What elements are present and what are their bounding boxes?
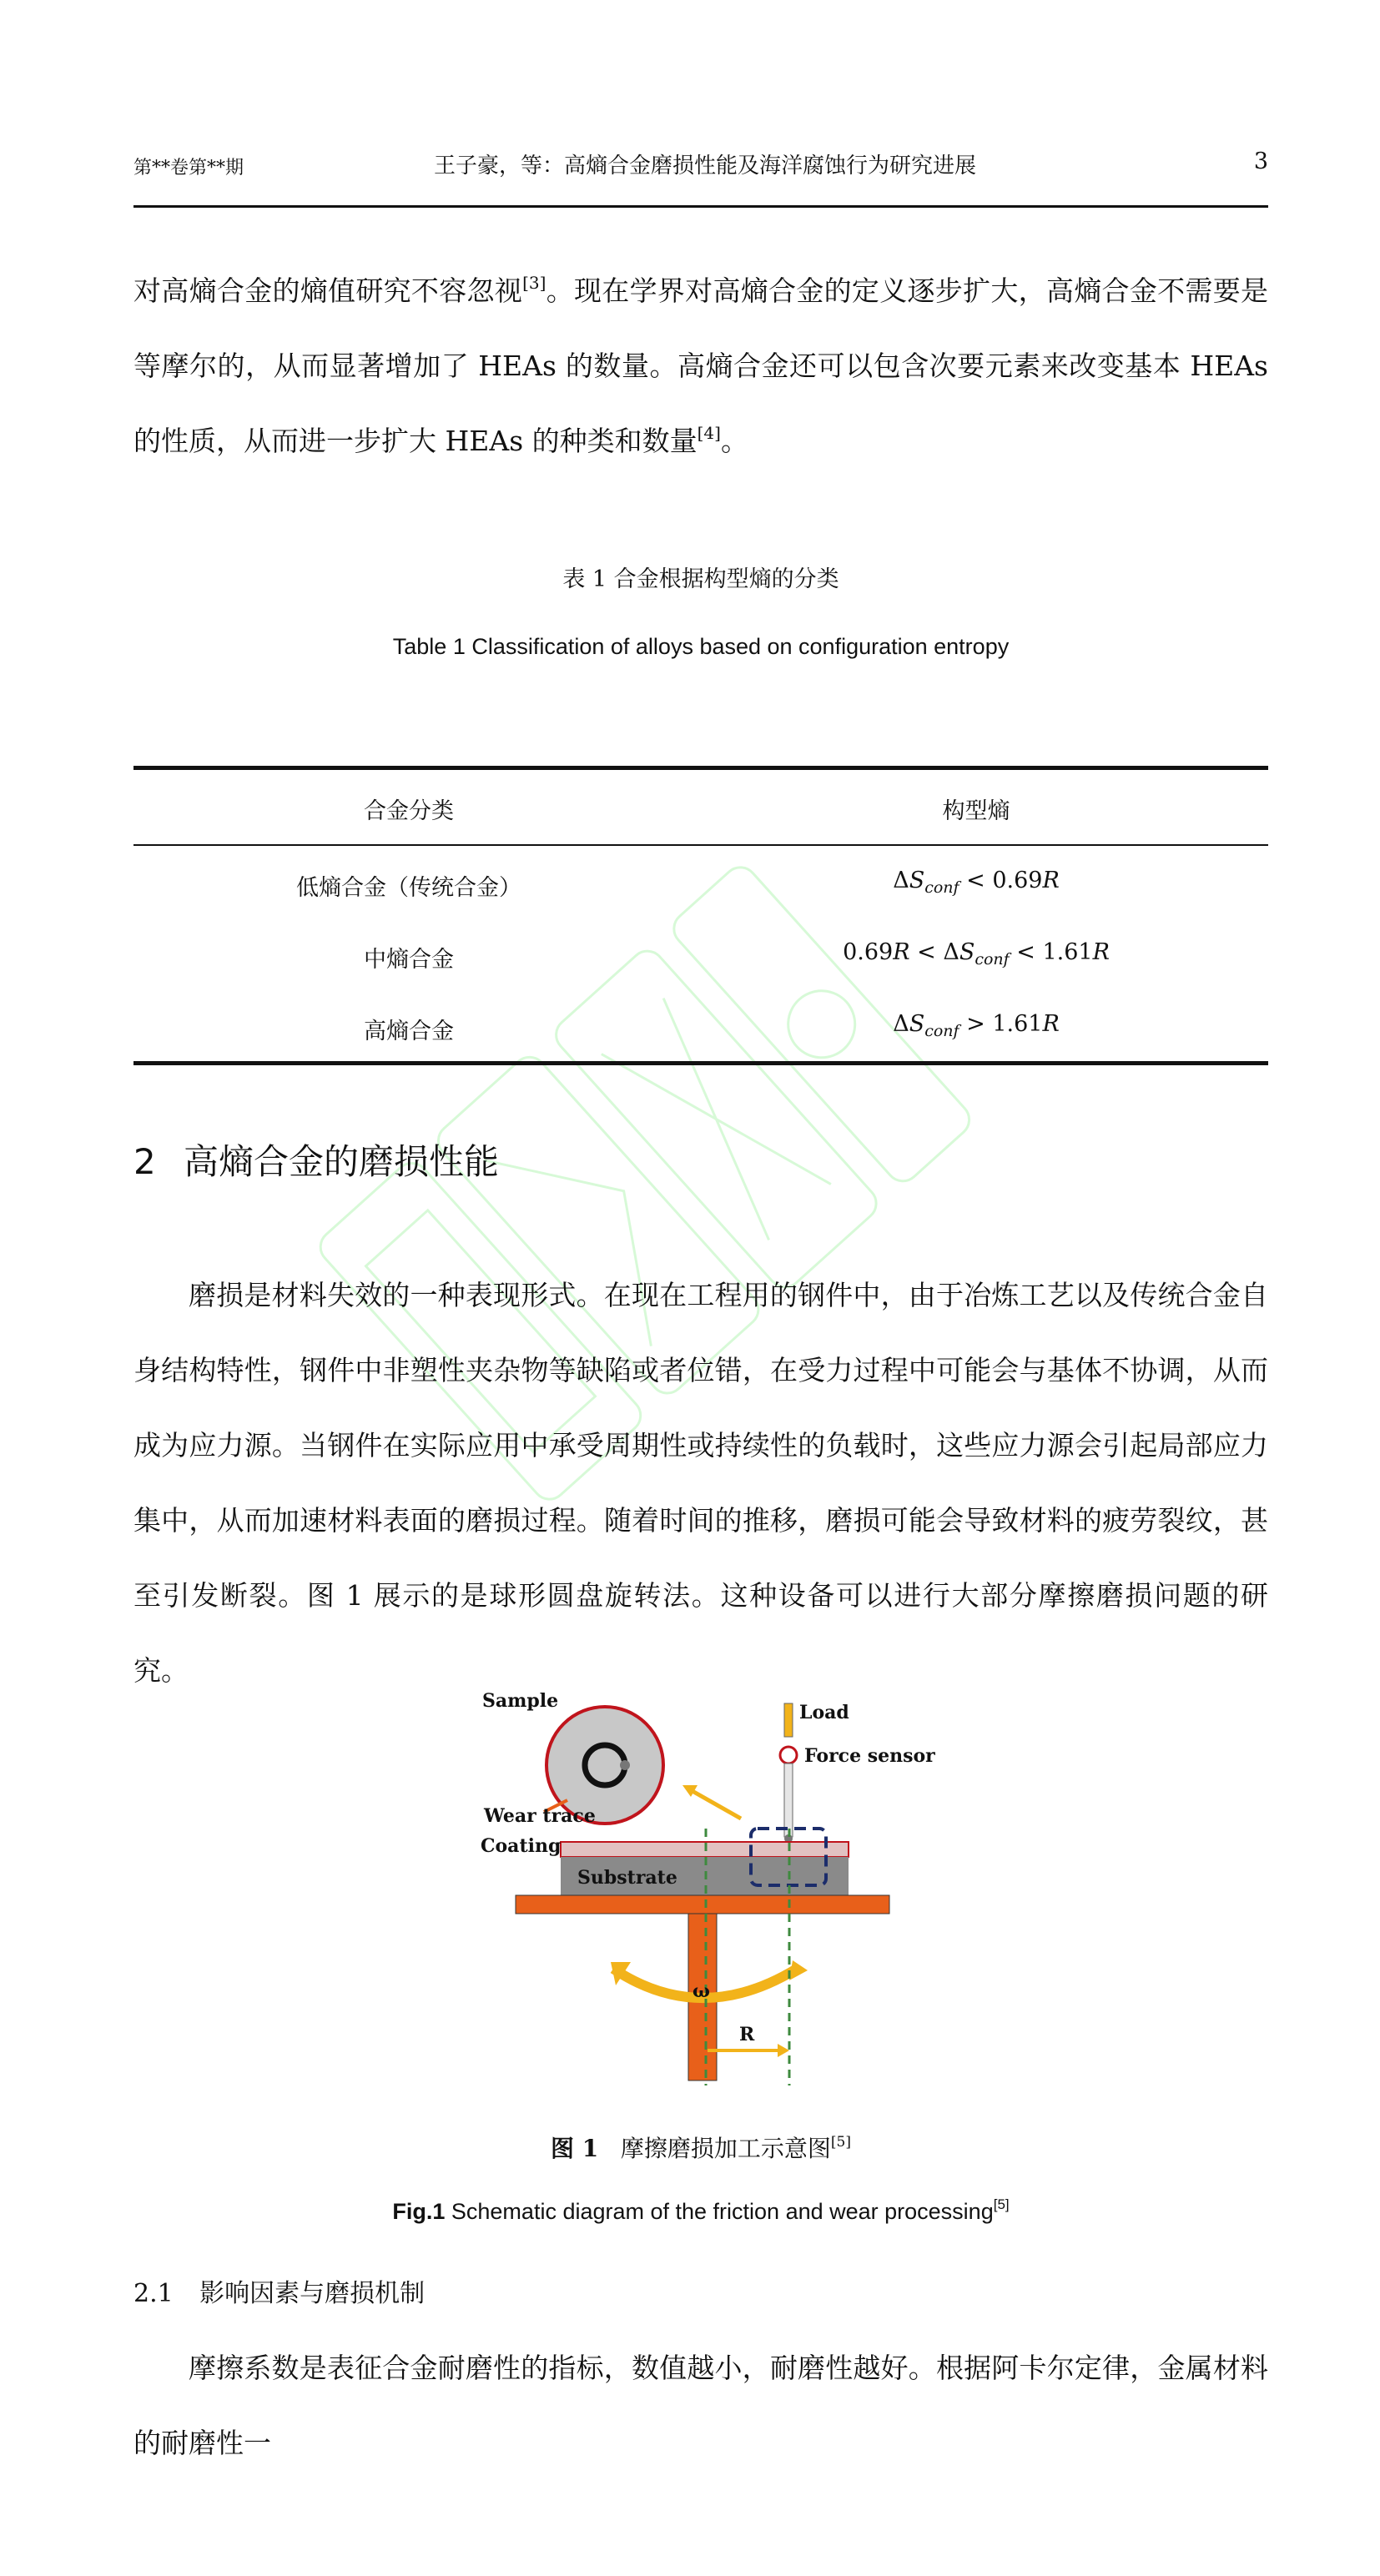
section-2-1-title: 影响因素与磨损机制	[199, 2279, 426, 2308]
table-row-low-entropy: $\Delta S_{conf} < 0.69R$	[893, 868, 1060, 897]
section-2-1-number: 2.1	[133, 2279, 174, 2308]
table-row-medium-entropy: $0.69R < \Delta S_{conf} < 1.61R$	[843, 939, 1110, 969]
figure-1-text-en: Schematic diagram of the friction and wear processing	[445, 2199, 994, 2224]
table-row-medium-category: 中熵合金	[364, 947, 454, 973]
figure-1-caption-en	[133, 2196, 1268, 2225]
intro-paragraph	[133, 254, 1268, 479]
table-bottom-rule	[133, 1061, 1268, 1065]
table-caption-cn: 表 1 合金根据构型熵的分类	[562, 566, 839, 592]
intro-text-3: 。	[720, 425, 748, 457]
running-header	[133, 148, 1268, 182]
friction-wear-diagram	[467, 1677, 935, 2094]
figure-1-label-cn: 图 1	[550, 2135, 599, 2162]
table-caption-en: Table 1 Classification of alloys based on configuration entropy	[392, 634, 1010, 659]
ball-contact	[620, 1760, 630, 1770]
pin-holder	[784, 1763, 793, 1837]
zoom-arrow	[691, 1790, 741, 1819]
label-sample: Sample	[482, 1690, 559, 1712]
label-coating: Coating	[481, 1835, 562, 1857]
label-force-sensor: Force sensor	[804, 1745, 935, 1767]
figure-1-citation-en[interactable]: [5]	[993, 2196, 1010, 2212]
section-2-paragraph: 磨损是材料失效的一种表现形式。在现在工程用的钢件中，由于冶炼工艺以及传统合金自身结构特性，钢件中非塑性夹杂物等缺陷或者位错，在受力过程中可能会与基体不协调，从而成为应力源。当钢件在实际应用中承受周期性或持续性的负载时，这些应力源会引起局部应力集中，从而加速材料表面的磨损过程。随着时间的推移，磨损可能会导致材料的疲劳裂纹，甚至引发断裂。图 1 展示的是球形圆盘旋转法。这种设备可以进行大部分摩擦磨损问题的研究。	[133, 1279, 1268, 1687]
figure-1-caption-cn	[133, 2131, 1268, 2164]
section-2-title: 高熵合金的磨损性能	[184, 1141, 500, 1182]
table-top-rule	[133, 766, 1268, 770]
intro-text-1: 对高熵合金的熵值研究不容忽视	[133, 274, 523, 307]
label-wear-trace: Wear trace	[484, 1805, 596, 1827]
figure-1-citation-cn[interactable]: [5]	[830, 2134, 852, 2151]
label-radius: R	[739, 2024, 755, 2045]
running-title: 王子豪，等：高熵合金磨损性能及海洋腐蚀行为研究进展	[434, 153, 977, 179]
load-rod	[784, 1703, 793, 1737]
figure-1-label-en: Fig.1	[392, 2199, 446, 2224]
table-header-entropy: 构型熵	[942, 798, 1010, 824]
section-2-1-heading	[133, 2272, 425, 2309]
table-header-category: 合金分类	[364, 798, 454, 824]
radius-arrow-head	[778, 2044, 789, 2057]
figure-1-text-cn: 摩擦磨损加工示意图	[620, 2135, 831, 2162]
table-row-low-category: 低熵合金（传统合金）	[296, 875, 521, 901]
table-header-rule	[133, 844, 1268, 846]
label-substrate: Substrate	[577, 1867, 677, 1889]
label-load: Load	[799, 1702, 849, 1723]
page-number: 3	[1253, 148, 1268, 174]
citation-4[interactable]: [4]	[697, 423, 721, 443]
table-row-high-category: 高熵合金	[364, 1019, 454, 1044]
rotation-arrow-head-right	[789, 1960, 808, 1980]
label-omega: ω	[693, 1980, 710, 2002]
force-sensor-icon	[780, 1747, 797, 1763]
section-2-1-paragraph: 摩擦系数是表征合金耐磨性的指标，数值越小，耐磨性越好。根据阿卡尔定律，金属材料的耐磨性一	[133, 2352, 1268, 2459]
journal-volume: 第**卷第**期	[133, 158, 244, 179]
header-rule	[133, 205, 1268, 208]
table-row-high-entropy: $\Delta S_{conf} > 1.61R$	[893, 1011, 1060, 1040]
intro-text-2: 。现在学界对高熵合金的定义逐步扩大，高熵合金不需要是等摩尔的，从而显著增加了 HEAs 的数量。高熵合金还可以包含次要元素来改变基本 HEAs 的性质，从而进一步扩大 HEAs 的种类和数量	[133, 274, 1269, 457]
citation-3[interactable]: [3]	[522, 273, 546, 293]
section-2-number: 2	[133, 1141, 156, 1182]
rotating-platform	[516, 1895, 889, 1914]
section-2-heading	[133, 1135, 499, 1185]
